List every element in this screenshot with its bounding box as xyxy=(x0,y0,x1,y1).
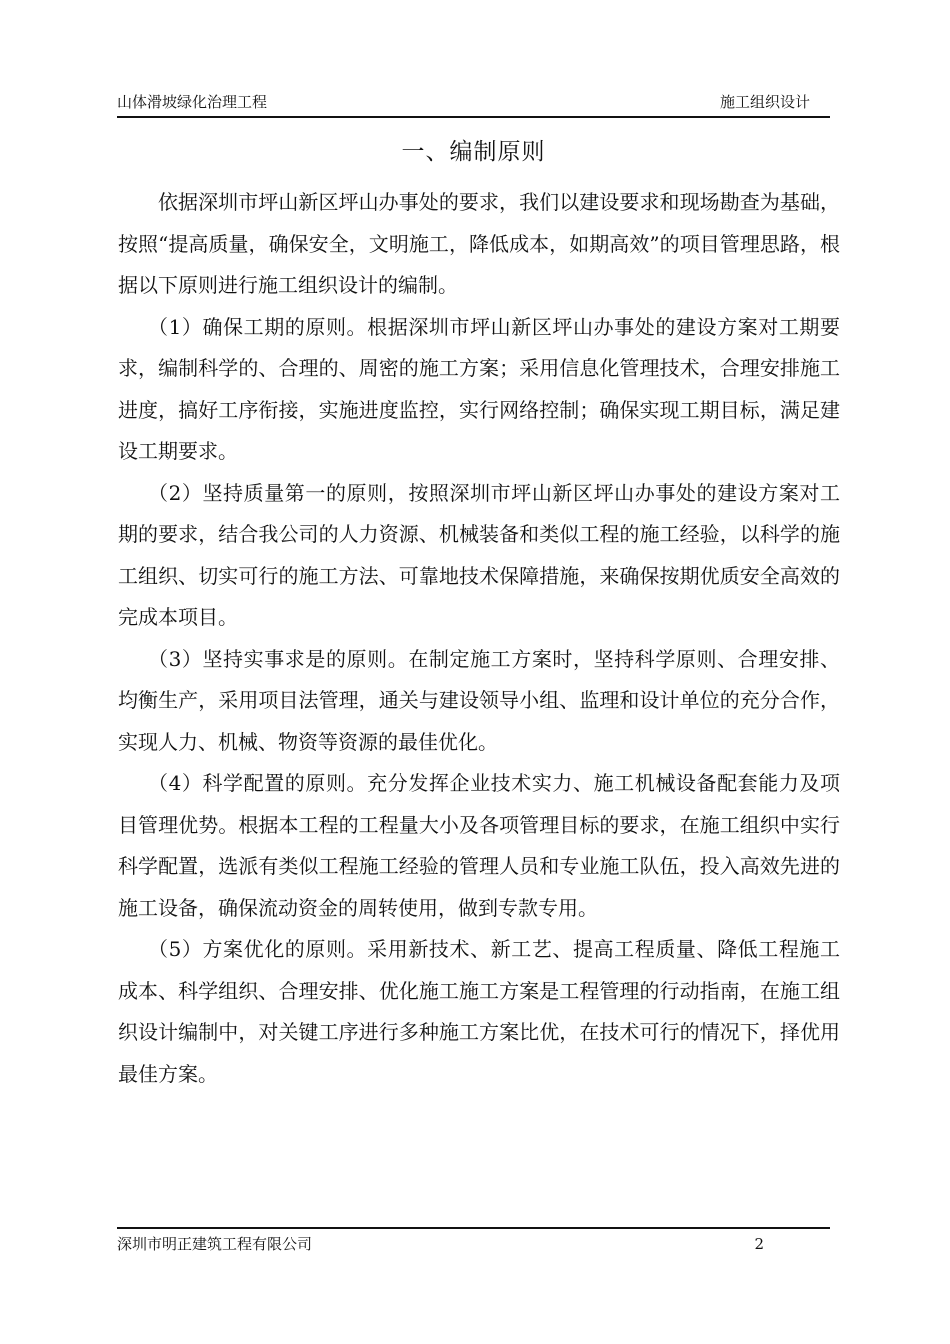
header-project-name: 山体滑坡绿化治理工程 xyxy=(117,93,268,111)
page-header xyxy=(117,92,830,116)
footer-rule xyxy=(117,1227,830,1229)
principle-paragraph-1: （1）确保工期的原则。根据深圳市坪山新区坪山办事处的建设方案对工期要求，编制科学的、合理的、周密的施工方案；采用信息化管理技术，合理安排施工进度，搞好工序衔接，实施进度监控，实行网络控制；确保实现工期目标，满足建设工期要求。 xyxy=(118,314,840,463)
principle-paragraph-3: （3）坚持实事求是的原则。在制定施工方案时，坚持科学原则、合理安排、均衡生产，采用项目法管理，通关与建设领导小组、监理和设计单位的充分合作，实现人力、机械、物资等资源的最佳优化。 xyxy=(118,646,840,754)
intro-paragraph: 依据深圳市坪山新区坪山办事处的要求，我们以建设要求和现场勘查为基础，按照“提高质量，确保安全，文明施工，降低成本，如期高效”的项目管理思路，根据以下原则进行施工组织设计的编制。 xyxy=(118,190,840,297)
section-title: 一、编制原则 xyxy=(401,139,546,165)
page-footer xyxy=(117,1234,830,1258)
principle-paragraph-2: （2）坚持质量第一的原则，按照深圳市坪山新区坪山办事处的建设方案对工期的要求，结合我公司的人力资源、机械装备和类似工程的施工经验，以科学的施工组织、切实可行的施工方法、可靠地技术保障措施，来确保按期优质安全高效的完成本项目。 xyxy=(118,480,840,629)
principle-paragraph-4: （4）科学配置的原则。充分发挥企业技术实力、施工机械设备配套能力及项目管理优势。根据本工程的工程量大小及各项管理目标的要求，在施工组织中实行科学配置，选派有类似工程施工经验的管理人员和专业施工队伍，投入高效先进的施工设备，确保流动资金的周转使用，做到专款专用。 xyxy=(118,771,840,920)
header-rule xyxy=(117,116,830,118)
footer-company-name: 深圳市明正建筑工程有限公司 xyxy=(117,1235,313,1253)
principle-paragraph-5: （5）方案优化的原则。采用新技术、新工艺、提高工程质量、降低工程施工成本、科学组织、合理安排、优化施工施工方案是工程管理的行动指南，在施工组织设计编制中，对关键工序进行多种施工方案比优，在技术可行的情况下，择优用最佳方案。 xyxy=(118,937,840,1086)
header-document-type: 施工组织设计 xyxy=(719,93,810,111)
page-number: 2 xyxy=(754,1235,764,1253)
body-text xyxy=(118,182,840,1095)
